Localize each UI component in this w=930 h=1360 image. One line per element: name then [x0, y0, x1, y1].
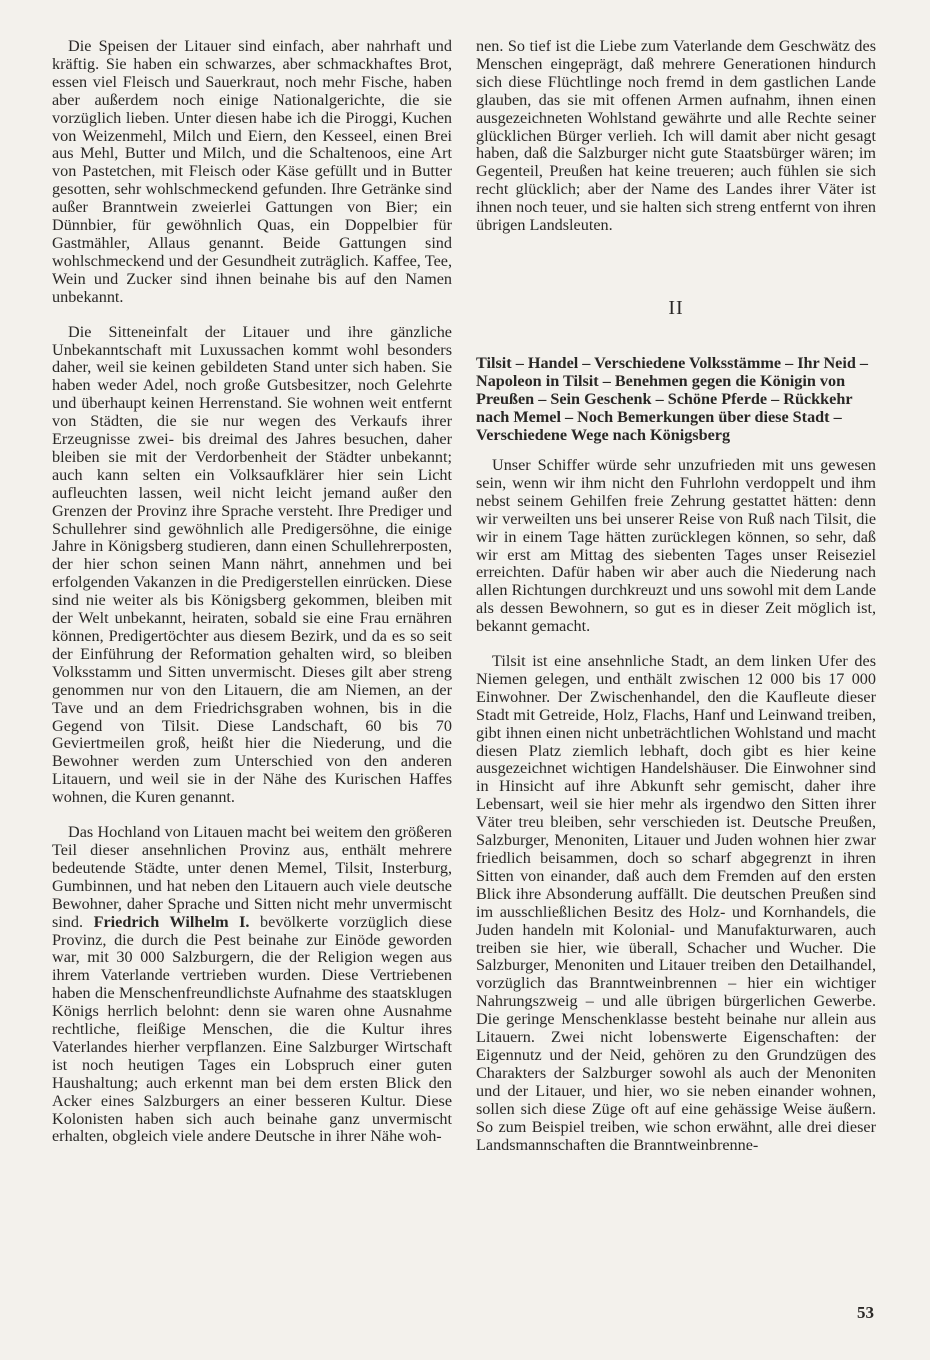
body-paragraph: Unser Schiffer würde sehr unzufrieden mit uns gewesen sein, wenn wir ihm nicht den Fuhrlohn verdoppelt und ihm nebst seinem Gehilfen freie Zehrung gestattet hätten: denn wir verweilten uns bei unserer Reise von Ruß nach Tilsit, die wir in einem Tage hätten zurücklegen können, so sehr, daß wir erst am Mittag des siebenten Tages unser Reiseziel erreichten. Dafür haben wir aber auch die Niederung nach allen Richtungen durchkreuzt und uns sowohl mit dem Lande als dessen Bewohnern, so gut es in dieser Zeit möglich ist, bekannt gemacht.	[476, 455, 876, 636]
body-paragraph: nen. So tief ist die Liebe zum Vaterlande dem Geschwätz des Menschen eingeprägt, daß mehrere Generationen hindurch sich diese Flüchtlinge noch fremd in dem gastlichen Lande glauben, das sie mit offenen Armen aufnahm, ihnen einen ausgezeichneten Wohlstand gewährte und alle Rechte seiner glücklichen Bürger verlieh. Ich will damit aber nicht gesagt haben, daß die Salzburger nicht gute Staatsbürger wären; im Gegenteil, Preußen hat keine treueren; auch fühlen sie sich recht glücklich; aber der Name des Landes ihrer Väter ist ihnen noch teuer, und sie halten sich streng entfernt von ihren übrigen Landsleuten.	[476, 37, 876, 235]
chapter-number: II	[668, 296, 684, 319]
text-run: Das Hochland von Litauen macht bei weitem den größeren Teil dieser ansehnlichen Provinz aus, enthält mehrere bedeutende Städte, unter denen Memel, Tilsit, Insterburg, Gumbinnen, und hat neben den Litauern auch viele deutsche Bewohner, daher Sprache und Sitten nicht mehr unvermischt sind.	[52, 823, 452, 931]
body-paragraph: Die Speisen der Litauer sind einfach, aber nahrhaft und kräftig. Sie haben ein schwarzes, aber schmackhaftes Brot, essen viel Fleisch und Sauerkraut, noch mehr Fische, haben aber außerdem noch einige Nationalgerichte, die sie vorzüglich lieben. Unter diesen habe ich die Piroggi, Kuchen von Weizenmehl, Milch und Eiern, den Kesseel, einen Brei aus Mehl, Butter und Milch, und die Schaltenoos, eine Art von Pastetchen, mit Fleisch oder Käse gefüllt und in Butter gesotten, sehr wohlschmeckend gefunden. Ihre Getränke sind außer Branntwein zweierlei Gattungen von Bier; ein Dünnbier, für gewöhnlich Quas, ein Doppelbier für Gastmähler, Allaus genannt. Beide Gattungen sind wohlschmeckend und der Gesundheit zuträglich. Kaffee, Tee, Wein und Zucker sind ihnen beinahe bis auf den Namen unbekannt.	[52, 37, 452, 306]
right-column	[476, 38, 876, 1154]
text-run: bevölkerte vorzüglich diese Provinz, die durch die Pest beinahe zur Einöde geworden war, mit 30 000 Salzburgern, die der Religion wegen aus ihrem Vaterlande vertrieben wurden. Diese Vertriebenen haben die Menschenfreundlichste Aufnahme des staatsklugen Königs herrlich belohnt: denn sie waren ohne Ausnahme rechtliche, fleißige Menschen, die die Kultur ihres Vaterlandes hierher verpflanzen. Eine Salzburger Wirtschaft ist noch heutigen Tages ein Lobspruch einer guten Haushaltung; auch erkennt man bei dem ersten Blick den Acker eines Salzburgers an einer besseren Kultur. Diese Kolonisten haben sich auch beinahe ganz unvermischt erhalten, obgleich viele andere Deutsche in ihrer Nähe woh-	[52, 912, 452, 1146]
paragraph-gap	[476, 636, 876, 653]
bold-name: Friedrich Wilhelm I.	[93, 912, 250, 931]
page-number: 53	[857, 1303, 874, 1322]
body-paragraph	[52, 824, 452, 1146]
body-paragraph: Die Sitteneinfalt der Litauer und ihre gänzliche Unbekanntschaft mit Luxussachen kommt wohl besonders daher, weil sie keinen gebildeten Stand unter sich haben. Sie haben weder Adel, noch große Gutsbesitzer, noch Gelehrte und überhaupt keinen Herrenstand. Sie wohnen weit entfernt von Städten, die sie nur wegen des Verkaufs ihrer Erzeugnisse zwei- bis dreimal des Jahres besuchen, daher bleiben sie mit der Verdorbenheit der Städter unbekannt; auch kann selten ein Volksaufklärer hier sein Licht aufleuchten lassen, weil nicht leicht jemand außer den Grenzen der Provinz ihre Sprache versteht. Ihre Prediger und Schullehrer sind gewöhnlich alle Predigersöhne, die einige Jahre in Königsberg studieren, dann einen Schullehrerposten, der hier schon seinen Mann nährt, annehmen und bei erfolgenden Vakanzen in die Predigerstellen einrücken. Diese sind nie weiter als bis Königsberg gekommen, bleiben mit der Welt unbekannt, heiraten, sobald sie eine Frau ernähren können, Predigertöchter aus diesem Bezirk, und da es so seit der Einführung der Reformation gehalten wird, so bleiben Volksstamm und Sitten unvermischt. Dieses gilt aber streng genommen nur von den Litauern, die am Niemen, an der Tave und an dem Friedrichsgraben wohnen, bis in die Gegend von Tilsit. Diese Landschaft, 60 bis 70 Geviertmeilen groß, heißt hier die Niederung, und die Bewohner werden zum Unterschied von den anderen Litauern, und weil sie in der Nähe des Kurischen Haffes wohnen, die Kuren genannt.	[52, 322, 452, 807]
body-paragraph: Tilsit ist eine ansehnliche Stadt, an dem linken Ufer des Niemen gelegen, und enthält zwischen 12 000 bis 17 000 Einwohner. Der Zwischenhandel, den die Kaufleute dieser Stadt mit Getreide, Holz, Flachs, Hanf und Leinwand treiben, gibt ihnen einen nicht unbeträchtlichen Wohlstand und macht diesen Platz ziemlich lebhaft, doch gibt es hier keine ausgezeichnet wichtigen Handelshäuser. Die Einwohner sind in Hinsicht auf ihre Abkunft sehr gemischt, daher ihre Lebensart, weil sie hier mehr als irgendwo den Sitten ihrer Väter treu bleiben, sehr verschieden ist. Deutsche Preußen, Salzburger, Menoniten, Litauer und Juden wohnen hier zwar friedlich beisammen, doch so scharf abgegrenzt in ihren Sitten von einander, daß auch dem Fremden auf den ersten Blick ihre Absonderung auffällt. Die deutschen Preußen sind im ausschließlichen Besitz des Holz- und Kornhandels, die Juden handeln mit Kolonial- und Manufakturwaren, auch treiben sie hier, wie überall, Schacher und Wucher. Die Salzburger, Menoniten und Litauer treiben den Detailhandel, vorzüglich das Branntweinbrennen – hier ein wichtiger Nahrungszweig – und alle übrigen bürgerlichen Gewerbe. Die geringe Menschenklasse besteht beinahe nur allein aus Litauern. Zwei nicht lobenswerte Eigenschaften: der Eigennutz und der Neid, gehören zu den Grundzügen des Charakters der Salzburger sowohl als auch der Menoniten und der Litauer, und hier, wo sie neben einander wohnen, sollen sich diese Züge oft auf eine gehässige Weise äußern. So zum Beispiel treiben, wie schon erwähnt, alle drei dieser Landsmannschaften die Branntweinbrenne-	[476, 652, 876, 1154]
left-column	[52, 38, 452, 1146]
paragraph-gap	[52, 307, 452, 324]
paragraph-gap	[52, 807, 452, 824]
chapter-summary: Tilsit – Handel – Verschiedene Volksstämme – Ihr Neid – Napoleon in Tilsit – Benehmen gegen die Königin von Preußen – Sein Geschenk – Schöne Pferde – Rückkehr nach Memel – Noch Bemerkungen über diese Stadt – Verschiedene Wege nach Königsberg	[476, 353, 868, 444]
